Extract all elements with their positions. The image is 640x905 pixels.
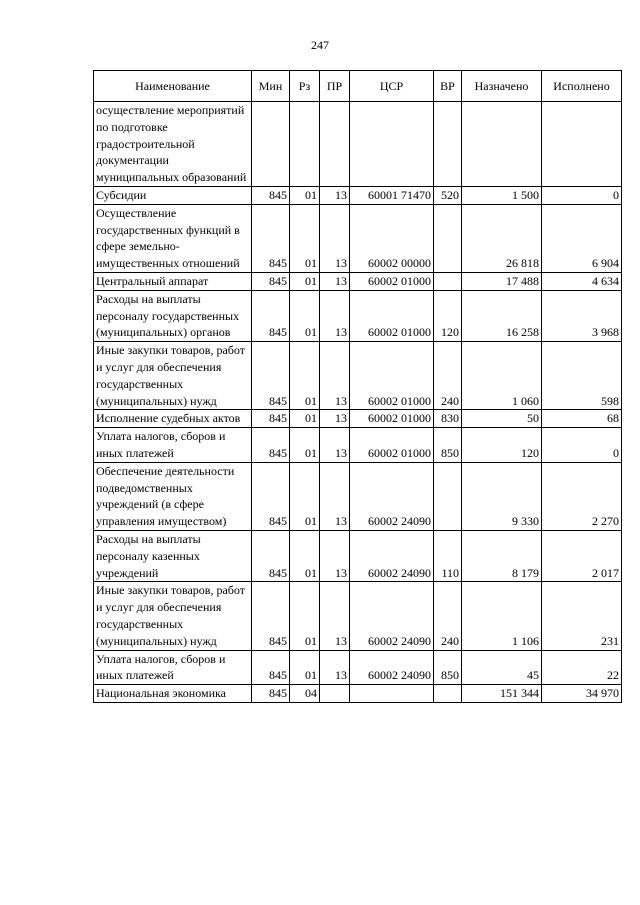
row-rz-cell: 01: [290, 582, 320, 650]
row-rz-cell: 01: [290, 530, 320, 581]
row-executed-cell: 6 904: [542, 204, 622, 272]
row-pr-cell: [320, 685, 350, 703]
table-row: [94, 290, 622, 341]
row-executed-cell: [542, 102, 622, 187]
row-pr-cell: 13: [320, 410, 350, 428]
page-number: 247: [311, 38, 329, 52]
row-csr-cell: 60002 24090: [350, 582, 434, 650]
table-row: [94, 272, 622, 290]
row-assigned-cell: 151 344: [462, 685, 542, 703]
column-header-csr: ЦСР: [350, 71, 434, 102]
row-executed-cell: 2 017: [542, 530, 622, 581]
row-assigned-cell: 1 500: [462, 186, 542, 204]
row-rz-cell: 01: [290, 204, 320, 272]
row-executed-cell: 231: [542, 582, 622, 650]
row-executed-cell: 0: [542, 428, 622, 463]
row-rz-cell: 01: [290, 650, 320, 685]
row-csr-cell: 60001 71470: [350, 186, 434, 204]
row-name-cell: Субсидии: [94, 186, 252, 204]
row-name-cell: осуществление мероприятий по подготовке градостроительной документации муниципальных образований: [94, 102, 252, 187]
row-rz-cell: [290, 102, 320, 187]
row-pr-cell: 13: [320, 530, 350, 581]
row-csr-cell: 60002 01000: [350, 342, 434, 410]
table-row: [94, 204, 622, 272]
row-vr-cell: [434, 204, 462, 272]
row-assigned-cell: 16 258: [462, 290, 542, 341]
column-header-executed: Исполнено: [542, 71, 622, 102]
row-rz-cell: 01: [290, 410, 320, 428]
table-row: [94, 102, 622, 187]
row-assigned-cell: 45: [462, 650, 542, 685]
row-executed-cell: 22: [542, 650, 622, 685]
row-name-cell: Уплата налогов, сборов и иных платежей: [94, 650, 252, 685]
row-csr-cell: 60002 01000: [350, 428, 434, 463]
row-assigned-cell: [462, 102, 542, 187]
row-vr-cell: [434, 102, 462, 187]
row-csr-cell: [350, 102, 434, 187]
row-assigned-cell: 8 179: [462, 530, 542, 581]
row-assigned-cell: 1 060: [462, 342, 542, 410]
row-csr-cell: 60002 01000: [350, 410, 434, 428]
row-csr-cell: 60002 24090: [350, 650, 434, 685]
row-csr-cell: 60002 01000: [350, 272, 434, 290]
table-row: [94, 410, 622, 428]
table-body: [94, 102, 622, 703]
row-assigned-cell: 17 488: [462, 272, 542, 290]
table-header-row: [94, 71, 622, 102]
row-vr-cell: 850: [434, 650, 462, 685]
row-vr-cell: 240: [434, 582, 462, 650]
row-rz-cell: 01: [290, 186, 320, 204]
row-vr-cell: [434, 462, 462, 530]
row-vr-cell: 240: [434, 342, 462, 410]
row-min-cell: 845: [252, 290, 290, 341]
table-row: [94, 428, 622, 463]
row-csr-cell: 60002 01000: [350, 290, 434, 341]
row-pr-cell: 13: [320, 272, 350, 290]
row-min-cell: 845: [252, 410, 290, 428]
row-min-cell: [252, 102, 290, 187]
row-executed-cell: 34 970: [542, 685, 622, 703]
row-assigned-cell: 120: [462, 428, 542, 463]
row-csr-cell: [350, 685, 434, 703]
row-rz-cell: 01: [290, 272, 320, 290]
table-row: [94, 462, 622, 530]
row-name-cell: Центральный аппарат: [94, 272, 252, 290]
row-pr-cell: 13: [320, 462, 350, 530]
row-rz-cell: 01: [290, 462, 320, 530]
row-pr-cell: 13: [320, 650, 350, 685]
row-name-cell: Иные закупки товаров, работ и услуг для обеспечения государственных (муниципальных) нужд: [94, 342, 252, 410]
row-pr-cell: [320, 102, 350, 187]
row-pr-cell: 13: [320, 186, 350, 204]
table-row: [94, 650, 622, 685]
table-row: [94, 685, 622, 703]
row-vr-cell: [434, 272, 462, 290]
table-row: [94, 530, 622, 581]
row-vr-cell: 520: [434, 186, 462, 204]
row-csr-cell: 60002 00000: [350, 204, 434, 272]
row-name-cell: Исполнение судебных актов: [94, 410, 252, 428]
row-pr-cell: 13: [320, 204, 350, 272]
row-name-cell: Национальная экономика: [94, 685, 252, 703]
row-min-cell: 845: [252, 650, 290, 685]
table-row: [94, 582, 622, 650]
row-executed-cell: 598: [542, 342, 622, 410]
table-row: [94, 342, 622, 410]
column-header-assigned: Назначено: [462, 71, 542, 102]
row-assigned-cell: 1 106: [462, 582, 542, 650]
row-csr-cell: 60002 24090: [350, 530, 434, 581]
row-executed-cell: 2 270: [542, 462, 622, 530]
row-vr-cell: [434, 685, 462, 703]
row-name-cell: Осуществление государственных функций в сфере земельно-имущественных отношений: [94, 204, 252, 272]
row-vr-cell: 830: [434, 410, 462, 428]
row-min-cell: 845: [252, 462, 290, 530]
table-row: [94, 186, 622, 204]
row-min-cell: 845: [252, 272, 290, 290]
row-min-cell: 845: [252, 342, 290, 410]
row-min-cell: 845: [252, 582, 290, 650]
row-vr-cell: 110: [434, 530, 462, 581]
row-min-cell: 845: [252, 428, 290, 463]
row-executed-cell: 0: [542, 186, 622, 204]
row-min-cell: 845: [252, 186, 290, 204]
row-assigned-cell: 9 330: [462, 462, 542, 530]
row-min-cell: 845: [252, 530, 290, 581]
row-min-cell: 845: [252, 685, 290, 703]
row-pr-cell: 13: [320, 342, 350, 410]
row-name-cell: Расходы на выплаты персоналу государственных (муниципальных) органов: [94, 290, 252, 341]
row-pr-cell: 13: [320, 428, 350, 463]
row-assigned-cell: 50: [462, 410, 542, 428]
row-name-cell: Обеспечение деятельности подведомственных учреждений (в сфере управления имуществом): [94, 462, 252, 530]
column-header-name: Наименование: [94, 71, 252, 102]
row-pr-cell: 13: [320, 290, 350, 341]
row-name-cell: Иные закупки товаров, работ и услуг для обеспечения государственных (муниципальных) нужд: [94, 582, 252, 650]
row-rz-cell: 04: [290, 685, 320, 703]
column-header-pr: ПР: [320, 71, 350, 102]
row-assigned-cell: 26 818: [462, 204, 542, 272]
column-header-rz: Рз: [290, 71, 320, 102]
budget-table: [93, 70, 622, 703]
row-csr-cell: 60002 24090: [350, 462, 434, 530]
column-header-vr: ВР: [434, 71, 462, 102]
row-vr-cell: 120: [434, 290, 462, 341]
row-executed-cell: 4 634: [542, 272, 622, 290]
row-rz-cell: 01: [290, 342, 320, 410]
row-name-cell: Расходы на выплаты персоналу казенных учреждений: [94, 530, 252, 581]
row-executed-cell: 3 968: [542, 290, 622, 341]
row-rz-cell: 01: [290, 428, 320, 463]
row-min-cell: 845: [252, 204, 290, 272]
row-pr-cell: 13: [320, 582, 350, 650]
row-vr-cell: 850: [434, 428, 462, 463]
row-rz-cell: 01: [290, 290, 320, 341]
row-name-cell: Уплата налогов, сборов и иных платежей: [94, 428, 252, 463]
column-header-min: Мин: [252, 71, 290, 102]
row-executed-cell: 68: [542, 410, 622, 428]
